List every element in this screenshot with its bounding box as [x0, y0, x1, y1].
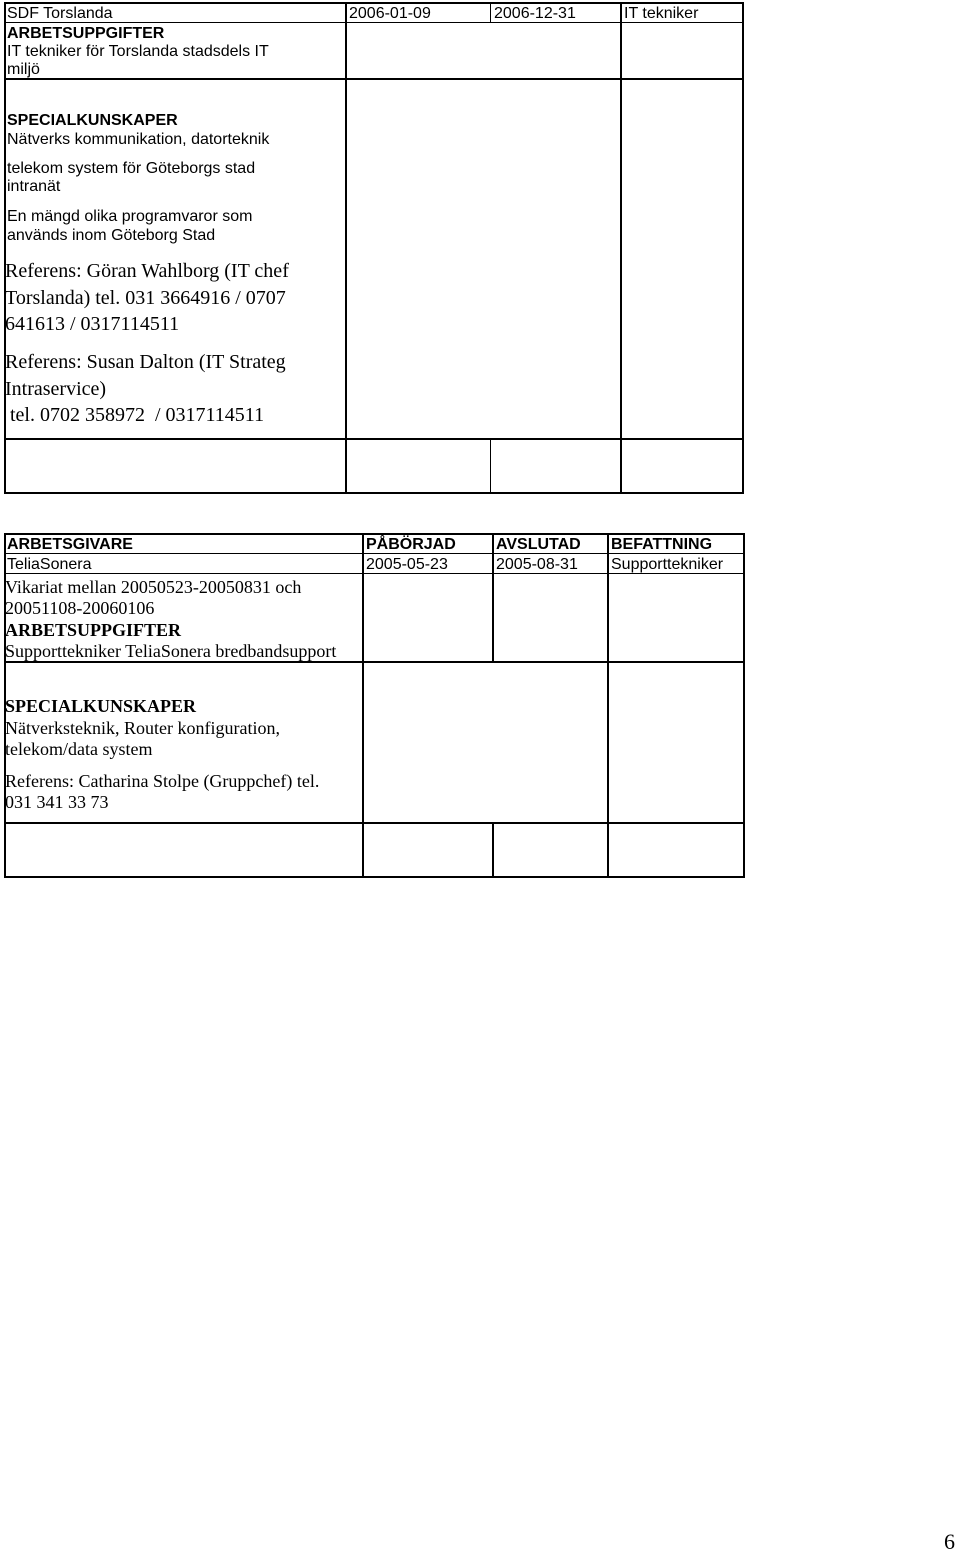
- tasks-text: Supporttekniker TeliaSonera bredbandsupport: [5, 641, 337, 661]
- start-date: 2006-01-09: [349, 5, 431, 22]
- position-title: IT tekniker: [624, 5, 699, 22]
- tasks-heading: ARBETSUPPGIFTER: [7, 25, 165, 42]
- header-end: AVSLUTAD: [496, 536, 581, 553]
- reference-text: Referens: Catharina Stolpe (Gruppchef) tel.: [5, 771, 320, 791]
- employer-name: SDF Torslanda: [7, 5, 113, 22]
- start-date: 2005-05-23: [366, 556, 448, 573]
- skills-text: telekom system för Göteborgs stad: [7, 160, 256, 177]
- reference-text: Referens: Susan Dalton (IT Strateg: [5, 351, 286, 373]
- end-date: 2005-08-31: [496, 556, 578, 573]
- skills-heading: SPECIALKUNSKAPER: [5, 696, 197, 716]
- skills-text: används inom Göteborg Stad: [7, 227, 216, 244]
- header-start: PÅBÖRJAD: [366, 536, 456, 553]
- reference-text: tel. 0702 358972 / 0317114511: [5, 404, 265, 426]
- page-number: 6: [944, 1529, 955, 1554]
- note-text: 20051108-20060106: [5, 598, 155, 618]
- skills-text: Nätverksteknik, Router konfiguration,: [5, 718, 280, 738]
- skills-text: telekom/data system: [5, 739, 153, 759]
- tasks-text: miljö: [7, 61, 40, 78]
- end-date: 2006-12-31: [494, 5, 576, 22]
- reference-text: Referens: Göran Wahlborg (IT chef: [5, 260, 289, 282]
- skills-text: intranät: [7, 178, 61, 195]
- reference-text: 031 341 33 73: [5, 792, 109, 812]
- skills-text: Nätverks kommunikation, datorteknik: [7, 131, 270, 148]
- skills-text: En mängd olika programvaror som: [7, 208, 253, 225]
- reference-text: 641613 / 0317114511: [5, 313, 180, 335]
- reference-text: Torslanda) tel. 031 3664916 / 0707: [5, 287, 286, 309]
- header-employer: ARBETSGIVARE: [7, 536, 133, 553]
- note-text: Vikariat mellan 20050523-20050831 och: [5, 577, 302, 597]
- reference-text: Intraservice): [5, 378, 107, 400]
- header-position: BEFATTNING: [611, 536, 713, 553]
- employer-name: TeliaSonera: [7, 556, 92, 573]
- skills-heading: SPECIALKUNSKAPER: [7, 112, 178, 129]
- position-title: Supporttekniker: [611, 556, 724, 573]
- tasks-text: IT tekniker för Torslanda stadsdels IT: [7, 43, 269, 60]
- tasks-heading: ARBETSUPPGIFTER: [5, 620, 182, 640]
